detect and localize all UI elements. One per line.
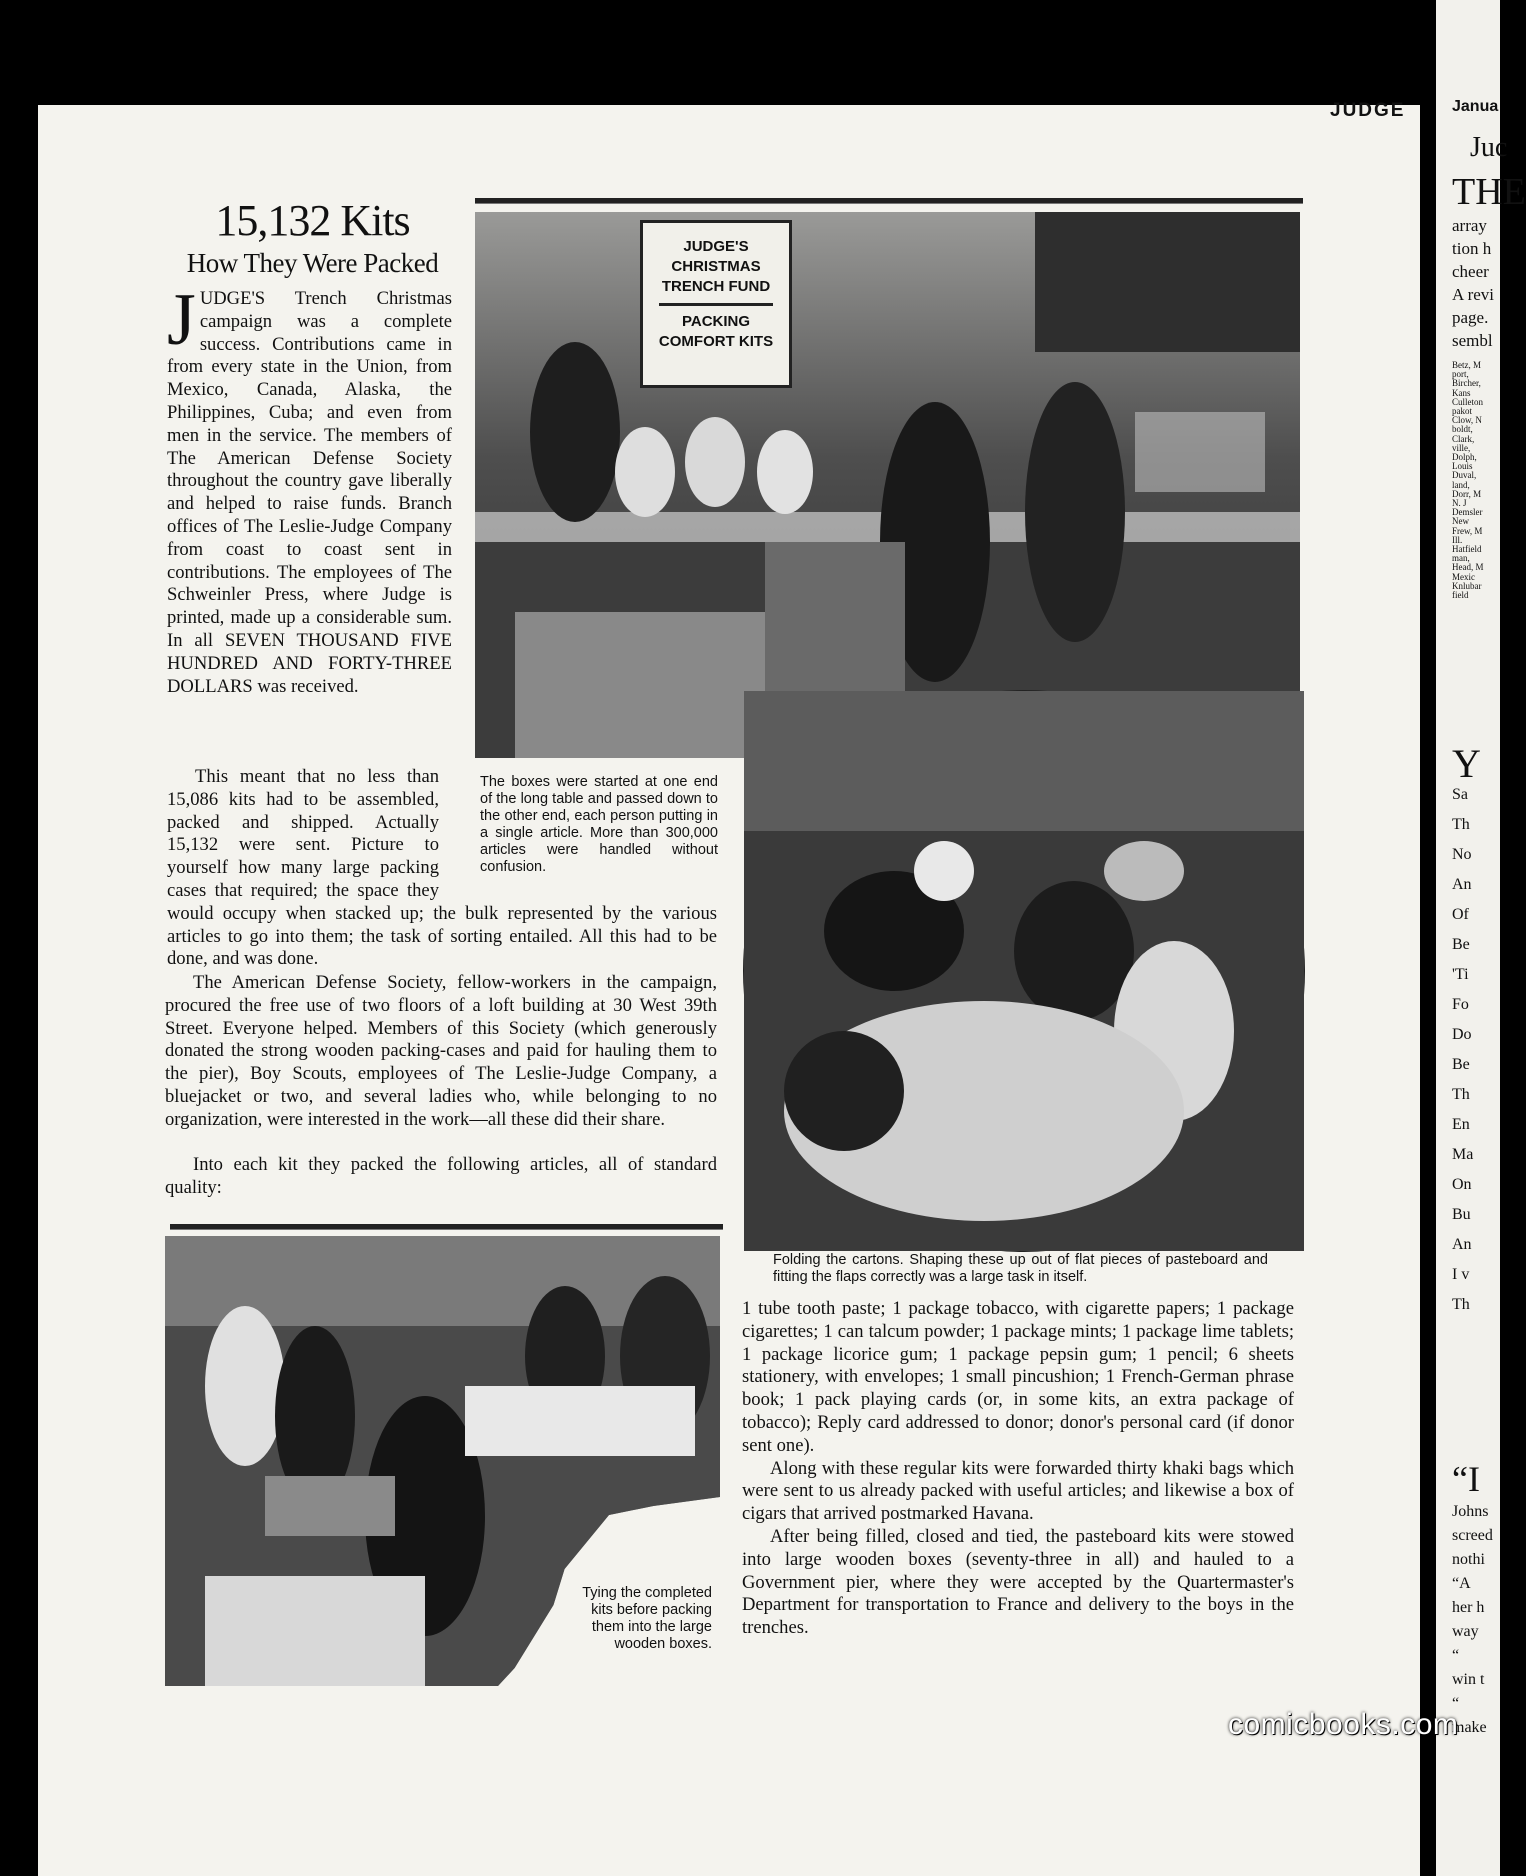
next-page-line: land, xyxy=(1452,479,1470,490)
next-page-poem-cap: Y xyxy=(1452,741,1481,786)
next-page-line: cheer xyxy=(1452,262,1489,281)
next-page-line: Knlubar xyxy=(1452,580,1482,591)
article-paragraph-6: After being filled, closed and tied, the pasteboard kits were stowed into large wooden boxes (seventy-three in all) and hauled to a Government pier, where they were accepted by the Quartermaster's Department for transportation to France and delivery to the boys in the trenches. xyxy=(742,1525,1294,1639)
next-page-line: field xyxy=(1452,590,1469,600)
next-page-line: array xyxy=(1452,216,1487,235)
next-page-line: Kans xyxy=(1452,387,1471,398)
next-page-line: man, xyxy=(1452,553,1470,564)
next-page-line: ville, xyxy=(1452,442,1471,453)
next-page-line: Betz, M xyxy=(1452,360,1481,370)
next-page-line: An xyxy=(1452,1236,1472,1253)
next-page-line: “ xyxy=(1452,1647,1460,1664)
next-page-line: Dolph, xyxy=(1452,452,1477,462)
next-page-line: I v xyxy=(1452,1266,1470,1283)
sign-line-1: JUDGE'S CHRISTMAS TRENCH FUND xyxy=(661,238,771,295)
next-page-line: Fo xyxy=(1452,996,1469,1013)
next-page-line: Th xyxy=(1452,816,1470,833)
next-page-line: Clark, xyxy=(1452,433,1475,444)
top-photo-rule xyxy=(475,198,1303,204)
photo-folding-cartons xyxy=(743,690,1305,1252)
next-page-line: 'Ti xyxy=(1452,966,1469,983)
next-page-line: Do xyxy=(1452,1026,1472,1043)
sign-line-2: PACKING COMFORT KITS xyxy=(658,313,774,350)
dropcap: J xyxy=(167,279,196,361)
next-page-line: Culleton xyxy=(1452,396,1483,407)
caption-circle-photo: Folding the cartons. Shaping these up out of flat pieces of pasteboard and fitting the flaps correctly was a large task in itself. xyxy=(773,1252,1268,1285)
next-page-line: Head, M xyxy=(1452,562,1484,573)
next-page-line: Louis xyxy=(1452,461,1473,472)
article-paragraph-3: The American Defense Society, fellow-workers in the campaign, procured the free use of two floors of a loft building at 30 West 39th Street. Everyone helped. Members of this Society (which generously donated the strong wooden packing-cases and paid for hauling them to the pier), Boy Scouts, employees of The Leslie-Judge Company, a bluejacket or two, and several ladies who, while belonging to no organization, were interested in the work—all these did their share. xyxy=(165,972,717,1130)
article-subtitle: How They Were Packed xyxy=(186,248,439,278)
next-page-dropcap: THE xyxy=(1452,171,1526,213)
next-page-line: screed xyxy=(1452,1527,1493,1544)
next-page-line: boldt, xyxy=(1452,424,1473,435)
next-page-line: Frew, M xyxy=(1452,525,1483,536)
next-page-line: Duval, xyxy=(1452,470,1477,481)
next-page-line: sembl xyxy=(1452,331,1493,350)
next-page-header: Janua xyxy=(1452,98,1499,115)
kit-contents-column xyxy=(742,1298,1294,1640)
running-head: JUDGE xyxy=(1330,100,1406,121)
next-page-line: N. J xyxy=(1452,498,1467,508)
next-page-line: A revi xyxy=(1452,285,1495,304)
next-page-line: Bu xyxy=(1452,1206,1471,1223)
next-page-line: New xyxy=(1452,516,1469,527)
next-page-line: Of xyxy=(1452,906,1469,923)
caption-top-photo: The boxes were started at one end of the long table and passed down to the other end, each person putting in a single article. More than 300,000 articles were handled without confusion. xyxy=(480,774,718,875)
next-page-line: tion h xyxy=(1452,239,1492,258)
next-page-line: Demsler xyxy=(1452,507,1483,518)
next-page-line: Sa xyxy=(1452,786,1468,803)
next-page-line: Dorr, M xyxy=(1452,488,1482,499)
next-page-title: Juc xyxy=(1470,132,1508,163)
next-page-line: “ xyxy=(1452,1695,1460,1712)
next-page-line: No xyxy=(1452,846,1472,863)
para1-text: UDGE'S Trench Christmas campaign was a complete success. Contributions came in from every state in the Union, from Mexico, Canada, Alaska, the Philippines, Cuba; and even from men in the service. The members of The American Defense Society throughout the country gave liberally and helped to raise funds. Branch offices of The Leslie-Judge Company from coast to coast sent in contributions. The employees of The Schweinler Press, where Judge is printed, made up a considerable sum. In all SEVEN THOUSAND FIVE HUNDRED AND FORTY-THREE DOLLARS was received. xyxy=(167,288,452,697)
article-paragraph-5: Along with these regular kits were forwarded thirty khaki bags which were sent to us already packed with useful articles; and likewise a box of cigars that arrived postmarked Havana. xyxy=(742,1457,1294,1525)
next-page-line: Be xyxy=(1452,936,1470,953)
next-page-line: Clow, N xyxy=(1452,415,1482,426)
next-page-line: En xyxy=(1452,1116,1470,1133)
next-page-line: port, xyxy=(1452,369,1469,380)
next-page-line: Ill. xyxy=(1452,534,1463,545)
headline-block xyxy=(165,195,460,279)
next-page-line: Th xyxy=(1452,1086,1470,1103)
next-page-line: nothi xyxy=(1452,1551,1485,1568)
next-page-line: Bircher, xyxy=(1452,378,1481,389)
bottom-photo-rule xyxy=(170,1224,723,1230)
kit-contents-list: 1 tube tooth paste; 1 package tobacco, with cigarette papers; 1 package cigarettes; 1 can talcum powder; 1 package mints; 1 package lime tablets; 1 package licorice gum; 1 package pepsin gum; 1 pencil; 6 sheets stationery, with envelopes; 1 small pincushion; 1 French-German phrase book; 1 pack playing cards (or, in some kits, an extra package of tobacco); Reply card addressed to donor; donor's personal card (if donor sent one). xyxy=(742,1298,1294,1456)
next-page-line: On xyxy=(1452,1176,1472,1193)
next-page-line: Hatfield xyxy=(1452,544,1482,554)
next-page-line: Ma xyxy=(1452,1146,1474,1163)
next-page-line: win t xyxy=(1452,1671,1485,1688)
next-page-line: her h xyxy=(1452,1599,1485,1616)
article-title: 15,132 Kits xyxy=(215,196,410,245)
next-page-line: Be xyxy=(1452,1056,1470,1073)
next-page-line: An xyxy=(1452,876,1472,893)
next-page-line: page. xyxy=(1452,308,1489,327)
article-paragraph-1 xyxy=(167,279,452,698)
page-gutter xyxy=(1420,0,1436,1876)
next-page-quote-cap: “I xyxy=(1452,1459,1480,1499)
next-page-line: “A xyxy=(1452,1575,1471,1592)
next-page-line: pakot xyxy=(1452,406,1472,416)
caption-bottom-photo: Tying the completed kits before packing them into the large wooden boxes. xyxy=(582,1585,712,1652)
fund-sign xyxy=(640,220,792,388)
photo-packing-table xyxy=(475,212,1300,758)
next-page-line: Th xyxy=(1452,1296,1470,1313)
article-paragraph-4: Into each kit they packed the following articles, all of standard quality: xyxy=(165,1154,717,1198)
next-page-line: Johns xyxy=(1452,1503,1489,1520)
next-page-line: Mexic xyxy=(1452,571,1475,582)
next-page-line: way xyxy=(1452,1623,1479,1640)
next-page-line: make xyxy=(1452,1719,1487,1736)
watermark: comicbooks.com xyxy=(1228,1708,1459,1741)
para2-text: This meant that no less than 15,086 kits had to be assembled, packed and shipped. Actually 15,132 were sent. Picture to yourself how many large packing cases that required; the space they would occupy when stacked up; the bulk represented by the various articles to go into them; the task of sorting entailed. All this had to be done, and was done. xyxy=(167,766,717,970)
